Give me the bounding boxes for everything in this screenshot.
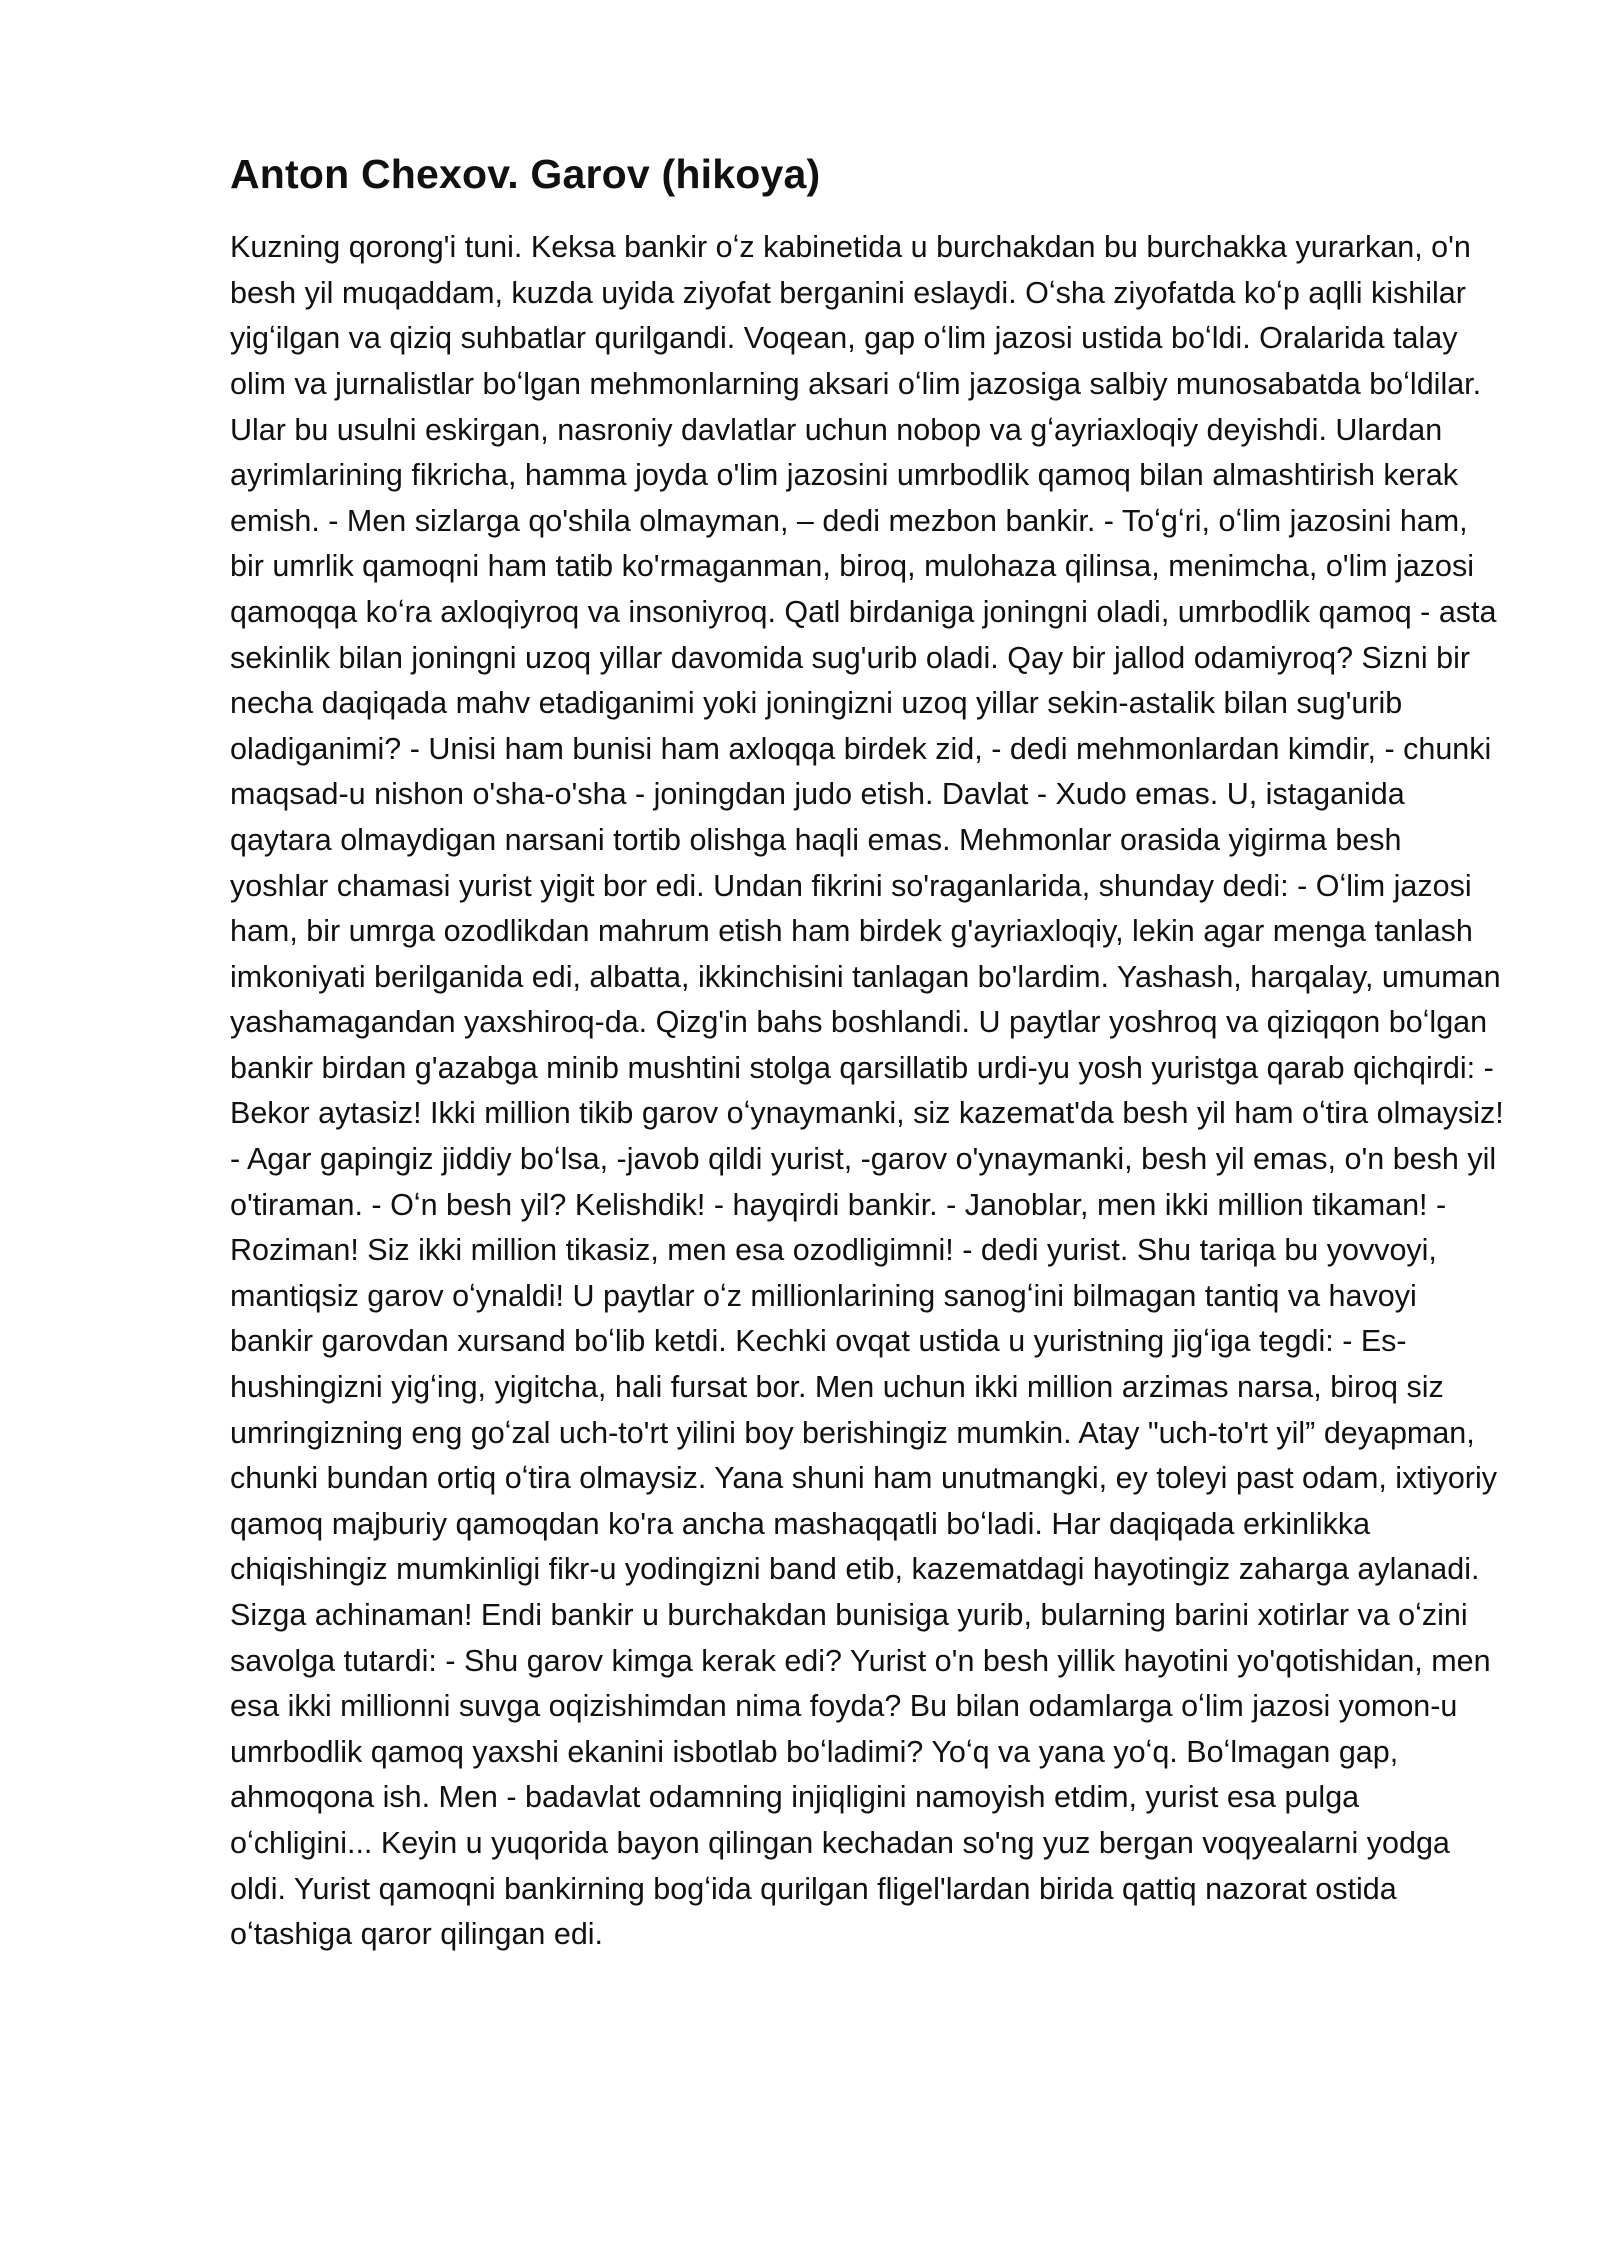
document-title: Anton Chexov. Garov (hikoya) <box>230 151 821 197</box>
document-body-paragraph: Kuzning qorong'i tuni. Keksa bankir oʻz kabinetida u burchakdan bu burchakka yurarkan, o'n besh yil muqaddam, kuzda uyida ziyofat berganini eslaydi. Oʻsha ziyofatda koʻp aqlli kishilar yigʻilgan va qiziq suhbatlar qurilgandi. Voqean, gap oʻlim jazosi ustida boʻldi. Oralarida talay olim va jurnalistlar boʻlgan mehmonlarning aksari oʻlim jazosiga salbiy munosabatda boʻldilar. Ular bu usulni eskirgan, nasroniy davlatlar uchun nobop va gʻayriaxloqiy deyishdi. Ulardan ayrimlarining fikricha, hamma joyda o'lim jazosini umrbodlik qamoq bilan almashtirish kerak emish. - Men sizlarga qo'shila olmayman, – dedi mezbon bankir. - Toʻgʻri, oʻlim jazosini ham, bir umrlik qamoqni ham tatib ko'rmaganman, biroq, mulohaza qilinsa, menimcha, o'lim jazosi qamoqqa koʻra axloqiyroq va insoniyroq. Qatl birdaniga joningni oladi, umrbodlik qamoq - asta sekinlik bilan joningni uzoq yillar davomida sug'urib oladi. Qay bir jallod odamiyroq? Sizni bir necha daqiqada mahv etadiganimi yoki joningizni uzoq yillar sekin-astalik bilan sug'urib oladiganimi? - Unisi ham bunisi ham axloqqa birdek zid, - dedi mehmonlardan kimdir, - chunki maqsad-u nishon o'sha-o'sha - joningdan judo etish. Davlat - Xudo emas. U, istaganida qaytara olmaydigan narsani tortib olishga haqli emas. Mehmonlar orasida yigirma besh yoshlar chamasi yurist yigit bor edi. Undan fikrini so'raganlarida, shunday dedi: - Oʻlim jazosi ham, bir umrga ozodlikdan mahrum etish ham birdek g'ayriaxloqiy, lekin agar menga tanlash imkoniyati berilganida edi, albatta, ikkinchisini tanlagan bo'lardim. Yashash, harqalay, umuman yashamagandan yaxshiroq-da. Qizg'in bahs boshlandi. U paytlar yoshroq va qiziqqon boʻlgan bankir birdan g'azabga minib mushtini stolga qarsillatib urdi-yu yosh yuristga qarab qichqirdi: - Bekor aytasiz! Ikki million tikib garov oʻynaymanki, siz kazemat'da besh yil ham oʻtira olmaysiz! - Agar gapingiz jiddiy boʻlsa, -javob qildi yurist, -garov o'ynaymanki, besh yil emas, o'n besh yil o'tiraman. - Oʻn besh yil? Kelishdik! - hayqirdi bankir. - Janoblar, men ikki million tikaman! -Roziman! Siz ikki million tikasiz, men esa ozodligimni! - dedi yurist. Shu tariqa bu yovvoyi, mantiqsiz garov oʻynaldi! U paytlar oʻz millionlarining sanogʻini bilmagan tantiq va havoyi bankir garovdan xursand boʻlib ketdi. Kechki ovqat ustida u yuristning jigʻiga tegdi: - Es-hushingizni yigʻing, yigitcha, hali fursat bor. Men uchun ikki million arzimas narsa, biroq siz umringizning eng goʻzal uch-to'rt yilini boy berishingiz mumkin. Atay "uch-to'rt yil” deyapman, chunki bundan ortiq oʻtira olmaysiz. Yana shuni ham unutmangki, ey toleyi past odam, ixtiyoriy qamoq majburiy qamoqdan ko'ra ancha mashaqqatli boʻladi. Har daqiqada erkinlikka chiqishingiz mumkinligi fikr-u yodingizni band etib, kazematdagi hayotingiz zaharga aylanadi. Sizga achinaman! Endi bankir u burchakdan bunisiga yurib, bularning barini xotirlar va oʻzini savolga tutardi: - Shu garov kimga kerak edi? Yurist o'n besh yillik hayotini yo'qotishidan, men esa ikki millionni suvga oqizishimdan nima foyda? Bu bilan odamlarga oʻlim jazosi yomon-u umrbodlik qamoq yaxshi ekanini isbotlab boʻladimi? Yoʻq va yana yoʻq. Boʻlmagan gap, ahmoqona ish. Men - badavlat odamning injiqligini namoyish etdim, yurist esa pulga oʻchligini... Keyin u yuqorida bayon qilingan kechadan so'ng yuz bergan voqyealarni yodga oldi. Yurist qamoqni bankirning bogʻida qurilgan fligel'lardan birida qattiq nazorat ostida oʻtashiga qaror qilingan edi. <box>230 230 1504 1952</box>
document-page <box>230 150 1506 1958</box>
